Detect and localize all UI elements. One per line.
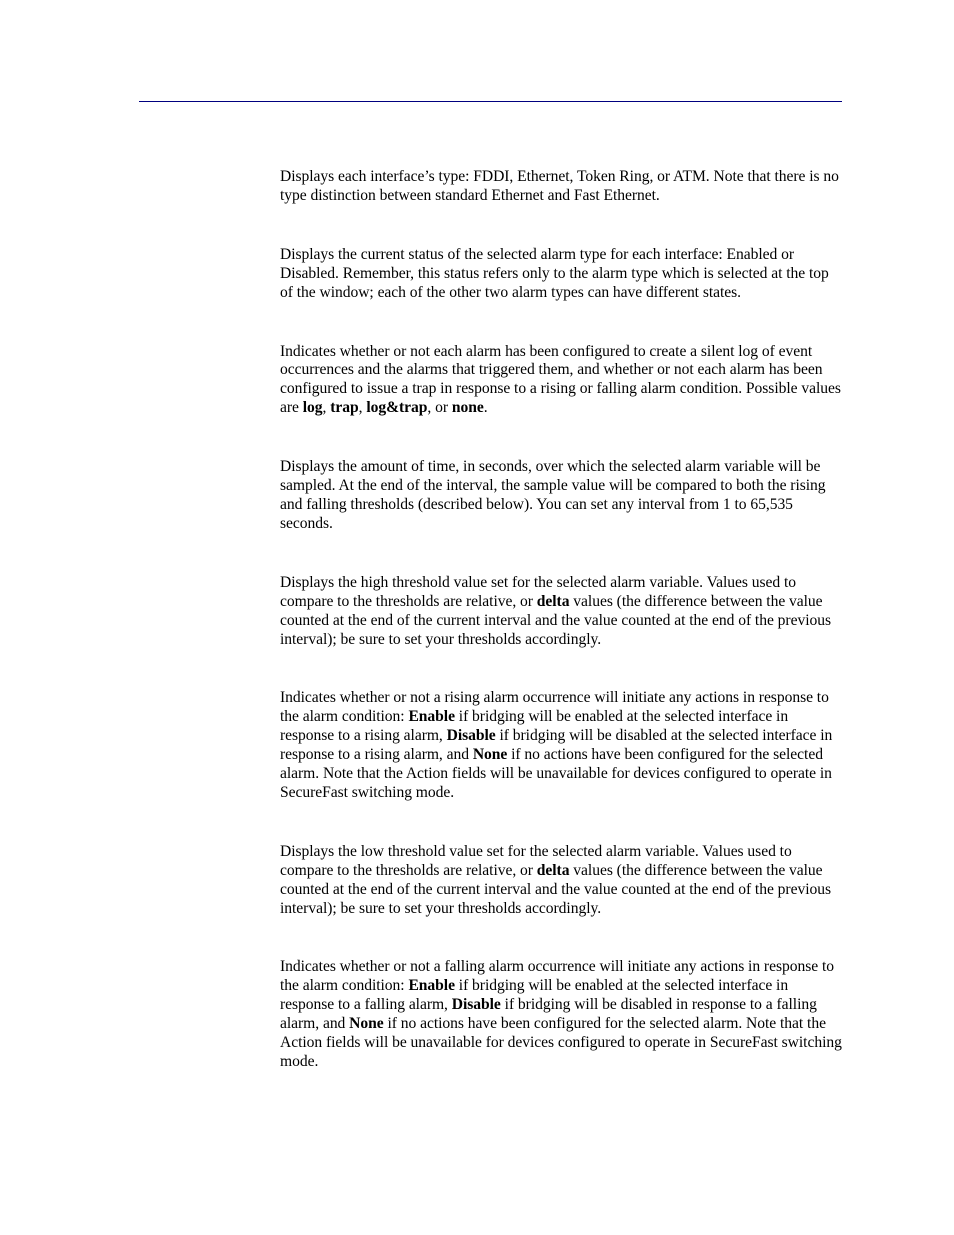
text-run: Displays the current status of the selected alarm type for each interface: Enabled or Disabled. Remember, this status refers only to the alarm type which is selected at the top of the window; each of the other two alarm types can have different states.	[280, 245, 829, 301]
text-run: Displays the low threshold value set for the selected alarm variable. Values used to compare to the thresholds are relative, or	[280, 842, 792, 879]
text-run: Indicates whether or not a rising alarm occurrence will initiate any actions in response to the alarm condition:	[280, 689, 829, 726]
text-run: if bridging will be enabled at the selected interface in response to a falling alarm,	[280, 977, 789, 1014]
text-run: Displays the high threshold value set for the selected alarm variable. Values used to compare to the thresholds are relative, or	[280, 573, 796, 610]
type-description	[280, 168, 842, 206]
text-run: ,	[358, 399, 367, 417]
bold-term: Enable	[408, 977, 455, 995]
text-run: values (the difference between the value counted at the end of the current interval and the value counted at the end of the previous interval); be sure to set your thresholds accordingly.	[280, 592, 831, 648]
bold-term: trap	[330, 399, 359, 417]
text-run: Indicates whether or not each alarm has been configured to create a silent log of event occurrences and the alarms that triggered them, and whether or not each alarm has been configured to issue a trap in response to a rising or falling alarm condition. Possible values are	[280, 342, 841, 417]
bold-term: Disable	[446, 727, 496, 745]
interval-description	[280, 458, 842, 534]
text-run: values (the difference between the value counted at the end of the current interval and the value counted at the end of the previous interval); be sure to set your thresholds accordingly.	[280, 861, 831, 917]
text-run: Displays the amount of time, in seconds, over which the selected alarm variable will be sampled. At the end of the interval, the sample value will be compared to both the rising and falling thresholds (described below). You can set any interval from 1 to 65,535 seconds.	[280, 458, 826, 532]
log-trap-description	[280, 343, 842, 419]
document-body	[280, 168, 842, 1112]
bold-term: Disable	[451, 996, 501, 1014]
bold-term: log&trap	[366, 399, 428, 417]
text-run: .	[483, 399, 488, 417]
text-run: if no actions have been configured for the selected alarm. Note that the Action fields will be unavailable for devices configured to operate in SecureFast switching mode.	[280, 1015, 842, 1070]
text-run: Indicates whether or not a falling alarm occurrence will initiate any actions in response to the alarm condition:	[280, 958, 834, 995]
text-run: if bridging will be disabled at the selected interface in response to a rising alarm, and	[280, 727, 833, 764]
text-run: ,	[322, 399, 331, 417]
bold-term: none	[451, 399, 484, 417]
status-description	[280, 246, 842, 303]
text-run: if bridging will be disabled in response to a falling alarm, and	[280, 996, 817, 1033]
bold-term: Enable	[408, 708, 455, 726]
bold-term: delta	[536, 861, 570, 879]
text-run: Displays each interface’s type: FDDI, Ethernet, Token Ring, or ATM. Note that there is no type distinction between standard Ethernet and Fast Ethernet.	[280, 168, 839, 204]
rising-action-description	[280, 689, 842, 802]
bold-term: None	[349, 1015, 384, 1033]
bold-term: log	[302, 399, 323, 417]
falling-action-description	[280, 958, 842, 1071]
header-rule	[139, 101, 842, 102]
text-run: if no actions have been configured for the selected alarm. Note that the Action fields will be unavailable for devices configured to operate in SecureFast switching mode.	[280, 746, 832, 801]
bold-term: delta	[536, 592, 570, 610]
bold-term: None	[472, 746, 508, 764]
falling-threshold-description	[280, 843, 842, 919]
text-run: if bridging will be enabled at the selected interface in response to a rising alarm,	[280, 708, 789, 745]
rising-threshold-description	[280, 574, 842, 650]
text-run: , or	[427, 399, 452, 417]
